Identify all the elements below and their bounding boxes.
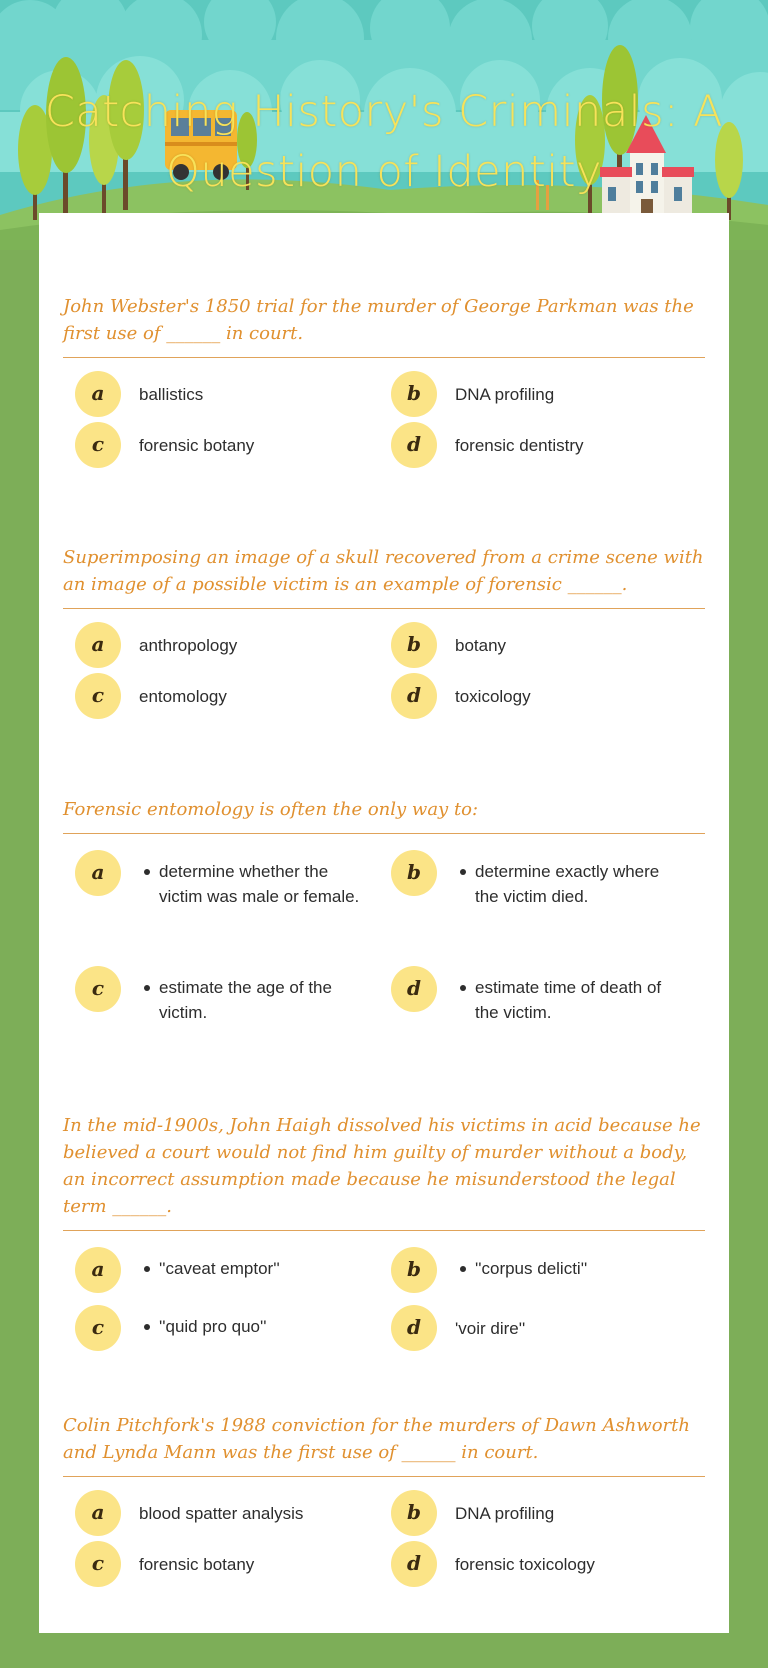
option-text: forensic botany xyxy=(139,436,255,455)
option-letter-badge: b xyxy=(391,1490,437,1536)
question-text: Forensic entomology is often the only way to: xyxy=(63,796,705,834)
option-text: determine whether the victim was male or female. xyxy=(159,859,369,909)
question-1 xyxy=(63,293,705,456)
option-text: forensic botany xyxy=(139,1555,255,1574)
option-letter-badge: b xyxy=(391,850,437,896)
option-text: estimate time of death of the victim. xyxy=(475,975,685,1025)
option-letter-badge: c xyxy=(75,1541,121,1587)
option-letter-badge: d xyxy=(391,673,437,719)
option-text: ''corpus delicti'' xyxy=(475,1256,685,1281)
option-text: determine exactly where the victim died. xyxy=(475,859,685,909)
option-text: forensic dentistry xyxy=(455,436,584,455)
question-text: Colin Pitchfork's 1988 conviction for the murders of Dawn Ashworth and Lynda Mann was the first use of ______ in court. xyxy=(63,1412,705,1477)
option-text: anthropology xyxy=(139,636,238,655)
option-letter-badge: d xyxy=(391,422,437,468)
option-text: blood spatter analysis xyxy=(139,1504,304,1523)
option-text: DNA profiling xyxy=(455,1504,555,1523)
question-4 xyxy=(63,1112,705,1339)
option-letter-badge: d xyxy=(391,966,437,1012)
option-letter-badge: c xyxy=(75,422,121,468)
option-letter-badge: c xyxy=(75,1305,121,1351)
question-text: John Webster's 1850 trial for the murder of George Parkman was the first use of ______ in court. xyxy=(63,293,705,358)
option-text: DNA profiling xyxy=(455,385,555,404)
question-text: Superimposing an image of a skull recovered from a crime scene with an image of a possible victim is an example of forensic ______. xyxy=(63,544,705,609)
option-letter-badge: c xyxy=(75,673,121,719)
option-text: 'voir dire'' xyxy=(455,1319,526,1338)
option-text: ''quid pro quo'' xyxy=(159,1314,369,1339)
option-letter-badge: d xyxy=(391,1305,437,1351)
option-text: toxicology xyxy=(455,687,531,706)
question-2 xyxy=(63,544,705,707)
question-5 xyxy=(63,1412,705,1575)
option-letter-badge: c xyxy=(75,966,121,1012)
option-letter-badge: a xyxy=(75,371,121,417)
page-title: Catching History's Criminals: A Question of Identity xyxy=(44,87,724,197)
option-letter-badge: a xyxy=(75,622,121,668)
option-text: ballistics xyxy=(139,385,204,404)
option-letter-badge: d xyxy=(391,1541,437,1587)
question-3 xyxy=(63,796,705,1022)
option-text: botany xyxy=(455,636,507,655)
quiz-card xyxy=(39,213,729,1633)
question-text: In the mid-1900s, John Haigh dissolved his victims in acid because he believed a court would not find him guilty of murder without a body, an incorrect assumption made because he misunderstood the legal term ______. xyxy=(63,1112,705,1231)
option-letter-badge: b xyxy=(391,622,437,668)
option-text: estimate the age of the victim. xyxy=(159,975,369,1025)
option-letter-badge: a xyxy=(75,1247,121,1293)
option-letter-badge: b xyxy=(391,1247,437,1293)
option-letter-badge: a xyxy=(75,850,121,896)
option-text: forensic toxicology xyxy=(455,1555,595,1574)
option-letter-badge: a xyxy=(75,1490,121,1536)
option-text: entomology xyxy=(139,687,227,706)
option-letter-badge: b xyxy=(391,371,437,417)
option-text: ''caveat emptor'' xyxy=(159,1256,369,1281)
